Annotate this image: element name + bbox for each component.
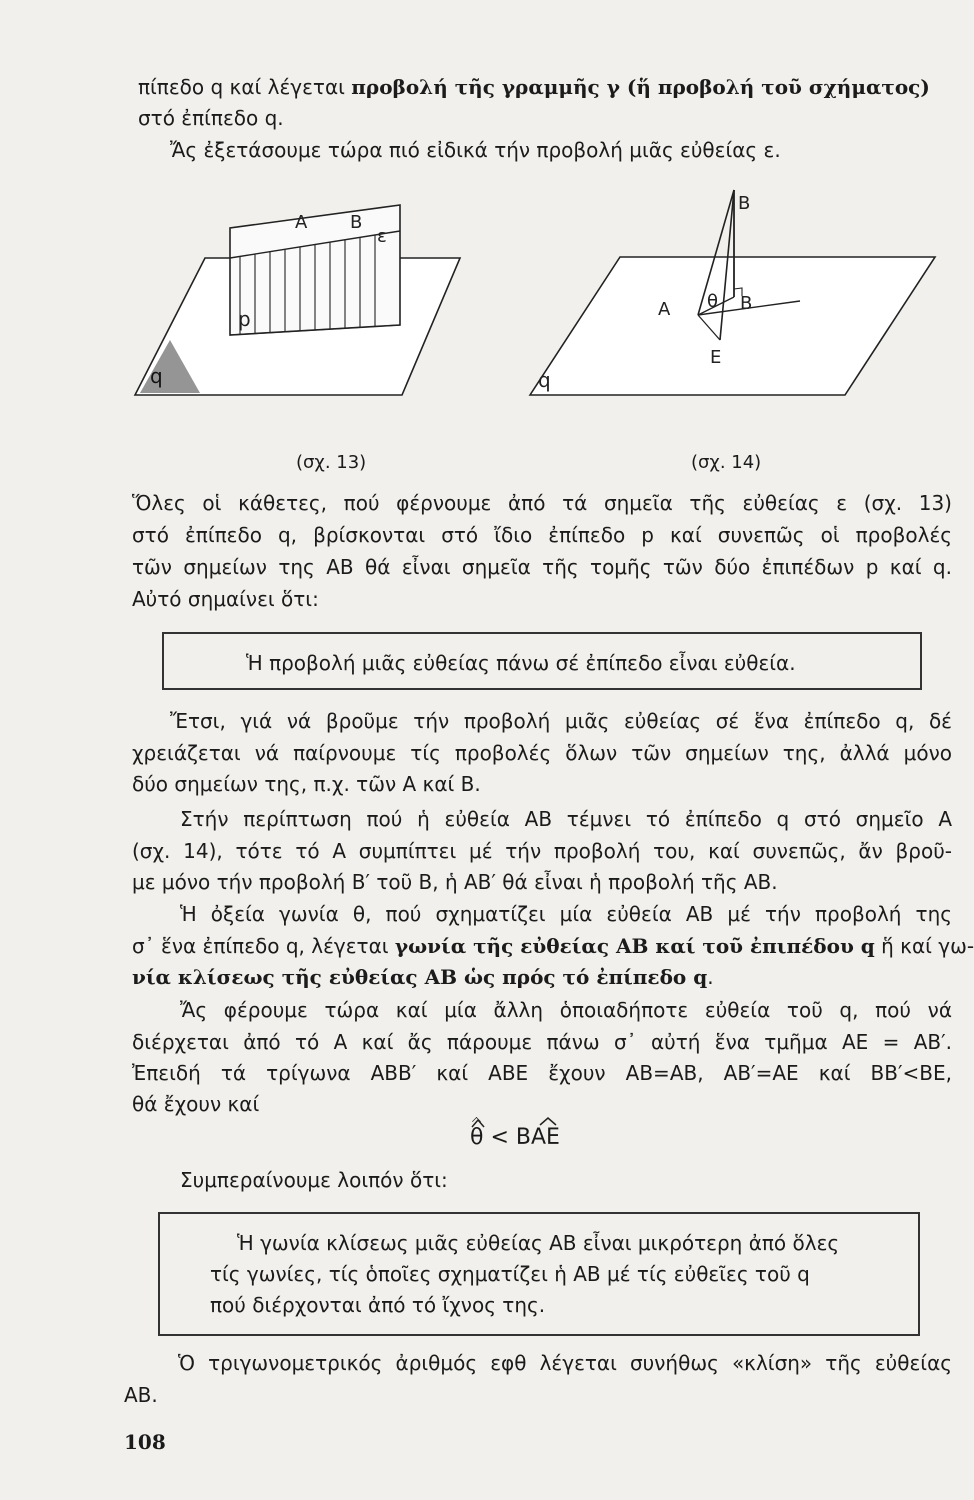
para3-line-1: Στήν περίπτωση πού ἡ εὐθεία ΑΒ τέμνει τό ἐπίπεδο q στό σημεῖο Α bbox=[180, 807, 952, 831]
para4-line-1: Ἡ ὀξεία γωνία θ, πού σχηματίζει μία εὐθεία ΑΒ μέ τήν προβολή της bbox=[180, 902, 952, 926]
para5-line-3: Ἐπειδή τά τρίγωνα ΑΒΒ′ καί ΑΒΕ ἔχουν ΑΒ=ΑΒ, ΑΒ′=ΑΕ καί ΒΒ′<ΒΕ, bbox=[132, 1061, 952, 1085]
para5-line-2: διέρχεται ἀπό τό Α καί ἄς πάρουμε πάνω σ᾽ αὐτή ἕνα τμῆμα ΑΕ = ΑΒ′. bbox=[132, 1030, 952, 1054]
angle-bae: ΒΑΕ bbox=[516, 1125, 560, 1150]
fig13-label-e: ε bbox=[377, 226, 387, 247]
para1-line-2: στό ἐπίπεδο q, βρίσκονται στό ἴδιο ἐπίπεδο p καί συνεπῶς οἱ προβολές bbox=[132, 523, 952, 547]
intro-line-1: πίπεδο q καί λέγεται προβολή τῆς γραμμῆς γ (ἥ προβολή τοῦ σχήματος) bbox=[138, 75, 930, 99]
theorem-2-line-3: πού διέρχονται ἀπό τό ἴχνος της. bbox=[210, 1293, 546, 1317]
para1-line-1: Ὅλες οἱ κάθετες, πού φέρνουμε ἀπό τά σημεῖα τῆς εὐθείας ε (σχ. 13) bbox=[132, 491, 952, 515]
intro-line-3: Ἄς ἐξετάσουμε τώρα πιό εἰδικά τήν προβολή μιᾶς εὐθείας ε. bbox=[170, 138, 781, 162]
theta-angle: θ bbox=[470, 1125, 484, 1150]
para5-line-4: θά ἔχουν καί bbox=[132, 1092, 260, 1116]
para1-line-4: Αὐτό σημαίνει ὅτι: bbox=[132, 587, 319, 611]
fig14-label-q: q bbox=[538, 368, 551, 392]
para4-line-2: σ᾽ ἕνα ἐπίπεδο q, λέγεται γωνία τῆς εὐθείας ΑΒ καί τοῦ ἐπιπέδου q ἥ καί γω- bbox=[132, 934, 974, 958]
fig14-label-theta: θ bbox=[707, 291, 719, 312]
theorem-box-2 bbox=[158, 1212, 920, 1336]
fig13-label-p: p bbox=[238, 307, 251, 331]
page-number: 108 bbox=[124, 1430, 166, 1454]
para4-line-3: νία κλίσεως τῆς εὐθείας ΑΒ ὡς πρός τό ἐπίπεδο q. bbox=[132, 965, 714, 989]
inequality-formula: θ < ΒΑΕ bbox=[470, 1125, 560, 1150]
figure-13 bbox=[130, 200, 470, 405]
caption-fig-13: (σχ. 13) bbox=[296, 452, 367, 473]
caption-fig-14: (σχ. 14) bbox=[691, 452, 762, 473]
para2-line-2: χρειάζεται νά παίρνουμε τίς προβολές ὅλων τῶν σημείων της, ἀλλά μόνο bbox=[132, 741, 952, 765]
fig13-label-a: A bbox=[295, 212, 308, 233]
fig14-label-b-prime: B bbox=[740, 293, 753, 314]
para1-line-3: τῶν σημείων της ΑΒ θά εἶναι σημεῖα τῆς τομῆς τῶν δύο ἐπιπέδων p καί q. bbox=[132, 555, 952, 579]
para5-line-1: Ἄς φέρουμε τώρα καί μία ἄλλη ὁποιαδήποτε εὐθεία τοῦ q, πού νά bbox=[180, 998, 952, 1022]
final-line-2: ΑΒ. bbox=[124, 1383, 158, 1407]
theorem-1-text: Ἡ προβολή μιᾶς εὐθείας πάνω σέ ἐπίπεδο εἶναι εὐθεία. bbox=[246, 651, 796, 675]
theorem-box-1 bbox=[162, 632, 922, 690]
theorem-2-line-2: τίς γωνίες, τίς ὁποῖες σχηματίζει ἡ ΑΒ μέ τίς εὐθεῖες τοῦ q bbox=[210, 1262, 810, 1286]
term-inclination-angle: νία κλίσεως τῆς εὐθείας ΑΒ ὡς πρός τό ἐπίπεδο q bbox=[132, 965, 708, 989]
para3-line-3: με μόνο τήν προβολή Β′ τοῦ Β, ἡ ΑΒ′ θά εἶναι ἡ προβολή τῆς ΑΒ. bbox=[132, 870, 778, 894]
figure-14 bbox=[520, 185, 950, 405]
fig13-label-q: q bbox=[150, 364, 163, 388]
term-projection-of-curve: προβολή τῆς γραμμῆς γ (ἥ προβολή τοῦ σχήματος) bbox=[351, 75, 930, 99]
final-line-1: Ὁ τριγωνομετρικός ἀριθμός εφθ λέγεται συνήθως «κλίση» τῆς εὐθείας bbox=[178, 1351, 952, 1375]
theta-hat-icon bbox=[470, 1118, 486, 1128]
fig14-label-a: A bbox=[658, 299, 671, 320]
para2-line-1: Ἔτσι, γιά νά βροῦμε τήν προβολή μιᾶς εὐθείας σέ ἕνα ἐπίπεδο q, δέ bbox=[170, 709, 952, 733]
fig13-label-b: B bbox=[350, 212, 363, 233]
fig14-label-b-top: B bbox=[738, 193, 751, 214]
theorem-2-line-1: Ἡ γωνία κλίσεως μιᾶς εὐθείας ΑΒ εἶναι μικρότερη ἀπό ὅλες bbox=[237, 1231, 840, 1255]
para2-line-3: δύο σημείων της, π.χ. τῶν Α καί Β. bbox=[132, 772, 481, 796]
para3-line-2: (σχ. 14), τότε τό Α συμπίπτει μέ τήν προβολή του, καί συνεπῶς, ἄν βροῦ- bbox=[132, 839, 952, 863]
term-angle-line-plane: γωνία τῆς εὐθείας ΑΒ καί τοῦ ἐπιπέδου q bbox=[394, 934, 875, 958]
fig14-label-e: E bbox=[710, 347, 722, 368]
intro-line-2: στό ἐπίπεδο q. bbox=[138, 106, 284, 130]
conclude-line: Συμπεραίνουμε λοιπόν ὅτι: bbox=[180, 1168, 448, 1192]
